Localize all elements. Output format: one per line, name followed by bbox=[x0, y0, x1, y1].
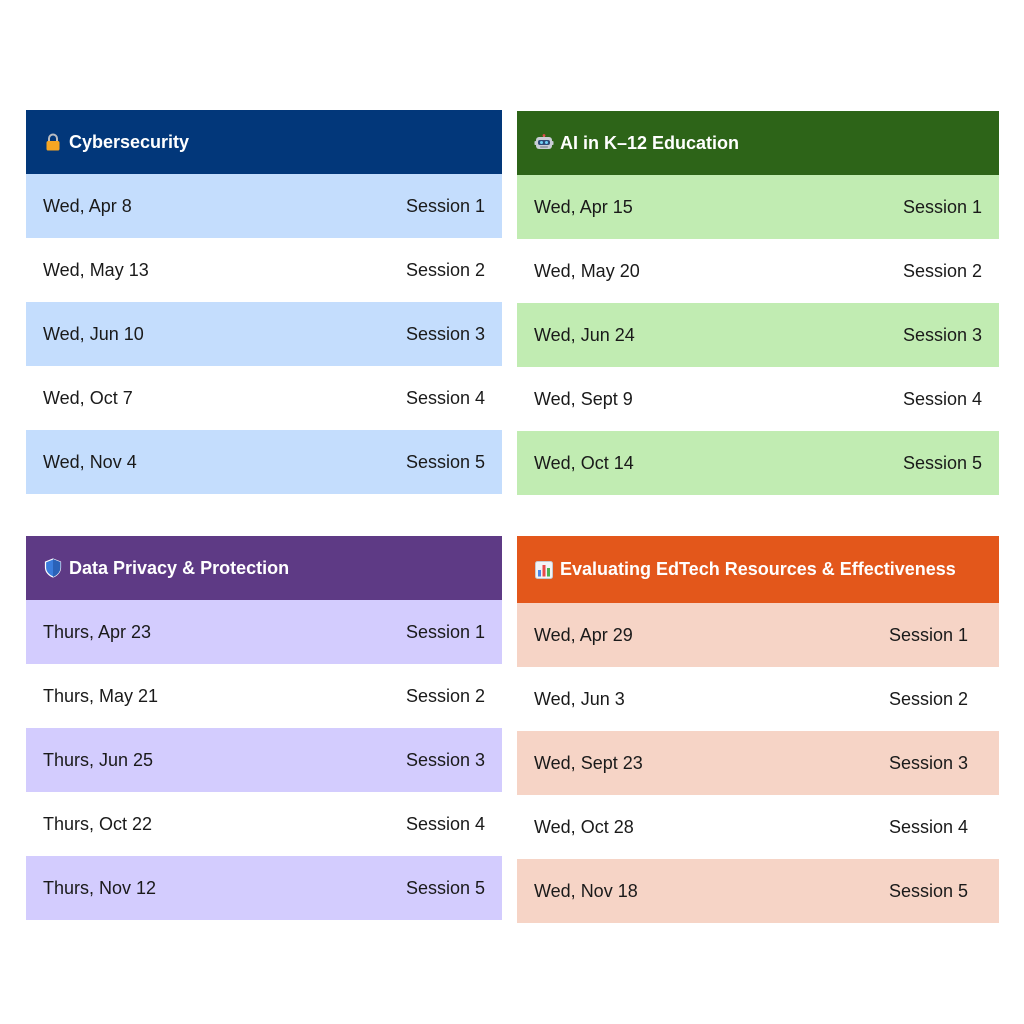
session-label: Session 4 bbox=[405, 813, 485, 834]
table-row bbox=[26, 728, 502, 792]
session-date: Wed, Nov 18 bbox=[534, 880, 638, 901]
panel-header bbox=[26, 110, 502, 174]
table-row bbox=[26, 366, 502, 430]
session-date: Thurs, Apr 23 bbox=[43, 621, 152, 642]
panel-title: AI in K–12 Education bbox=[560, 132, 740, 153]
session-date: Wed, Nov 4 bbox=[43, 451, 137, 472]
session-date: Thurs, Oct 22 bbox=[43, 813, 153, 834]
session-date: Wed, Apr 29 bbox=[534, 624, 633, 645]
session-label: Session 3 bbox=[902, 324, 982, 345]
session-label: Session 5 bbox=[902, 452, 982, 473]
session-label: Session 1 bbox=[902, 196, 982, 217]
table-row bbox=[26, 856, 502, 920]
session-label: Session 4 bbox=[888, 816, 968, 837]
panel-header bbox=[26, 536, 502, 600]
session-date: Wed, Oct 14 bbox=[534, 452, 634, 473]
bar-chart-icon bbox=[534, 560, 554, 580]
table-row bbox=[517, 667, 999, 731]
session-label: Session 1 bbox=[888, 624, 968, 645]
table-row bbox=[517, 175, 999, 239]
session-date: Wed, Oct 28 bbox=[534, 816, 634, 837]
session-date: Wed, Oct 7 bbox=[43, 387, 133, 408]
session-label: Session 3 bbox=[405, 323, 485, 344]
table-row bbox=[517, 239, 999, 303]
session-label: Session 2 bbox=[902, 260, 982, 281]
session-label: Session 4 bbox=[902, 388, 982, 409]
session-label: Session 5 bbox=[405, 451, 485, 472]
session-label: Session 4 bbox=[405, 387, 485, 408]
panel-cybersecurity bbox=[26, 110, 502, 494]
table-row bbox=[517, 603, 999, 667]
session-date: Wed, Sept 9 bbox=[534, 388, 633, 409]
panel-data-privacy bbox=[26, 536, 502, 920]
session-date: Wed, Jun 10 bbox=[43, 323, 144, 344]
table-row bbox=[517, 303, 999, 367]
table-row bbox=[26, 792, 502, 856]
table-row bbox=[26, 664, 502, 728]
session-date: Thurs, May 21 bbox=[43, 685, 159, 706]
panel-evaluating-edtech bbox=[517, 536, 999, 923]
session-date: Wed, Sept 23 bbox=[534, 752, 643, 773]
table-row bbox=[26, 302, 502, 366]
session-date: Thurs, Nov 12 bbox=[43, 877, 157, 898]
session-label: Session 5 bbox=[888, 880, 968, 901]
robot-icon bbox=[534, 133, 554, 153]
session-label: Session 2 bbox=[888, 688, 968, 709]
session-date: Wed, May 20 bbox=[534, 260, 640, 281]
panel-title: Cybersecurity bbox=[69, 131, 190, 152]
panel-ai-education bbox=[517, 111, 999, 495]
session-date: Wed, Apr 8 bbox=[43, 195, 132, 216]
session-label: Session 2 bbox=[405, 685, 485, 706]
session-date: Wed, Jun 3 bbox=[534, 688, 625, 709]
session-label: Session 5 bbox=[405, 877, 485, 898]
table-row bbox=[26, 238, 502, 302]
table-row bbox=[517, 731, 999, 795]
table-row bbox=[517, 859, 999, 923]
shield-icon bbox=[43, 558, 63, 578]
lock-icon bbox=[43, 132, 63, 152]
panel-title: Data Privacy & Protection bbox=[69, 557, 290, 578]
session-label: Session 3 bbox=[405, 749, 485, 770]
table-row bbox=[517, 431, 999, 495]
table-row bbox=[26, 430, 502, 494]
table-row bbox=[517, 367, 999, 431]
session-label: Session 1 bbox=[405, 621, 485, 642]
session-label: Session 3 bbox=[888, 752, 968, 773]
session-label: Session 1 bbox=[405, 195, 485, 216]
table-row bbox=[26, 600, 502, 664]
session-date: Wed, Jun 24 bbox=[534, 324, 635, 345]
session-label: Session 2 bbox=[405, 259, 485, 280]
session-date: Wed, May 13 bbox=[43, 259, 149, 280]
panel-header bbox=[517, 111, 999, 175]
table-row bbox=[26, 174, 502, 238]
panel-header bbox=[517, 536, 999, 603]
session-date: Wed, Apr 15 bbox=[534, 196, 633, 217]
table-row bbox=[517, 795, 999, 859]
session-date: Thurs, Jun 25 bbox=[43, 749, 154, 770]
panel-title: Evaluating EdTech Resources & Effectiveness bbox=[560, 559, 956, 579]
